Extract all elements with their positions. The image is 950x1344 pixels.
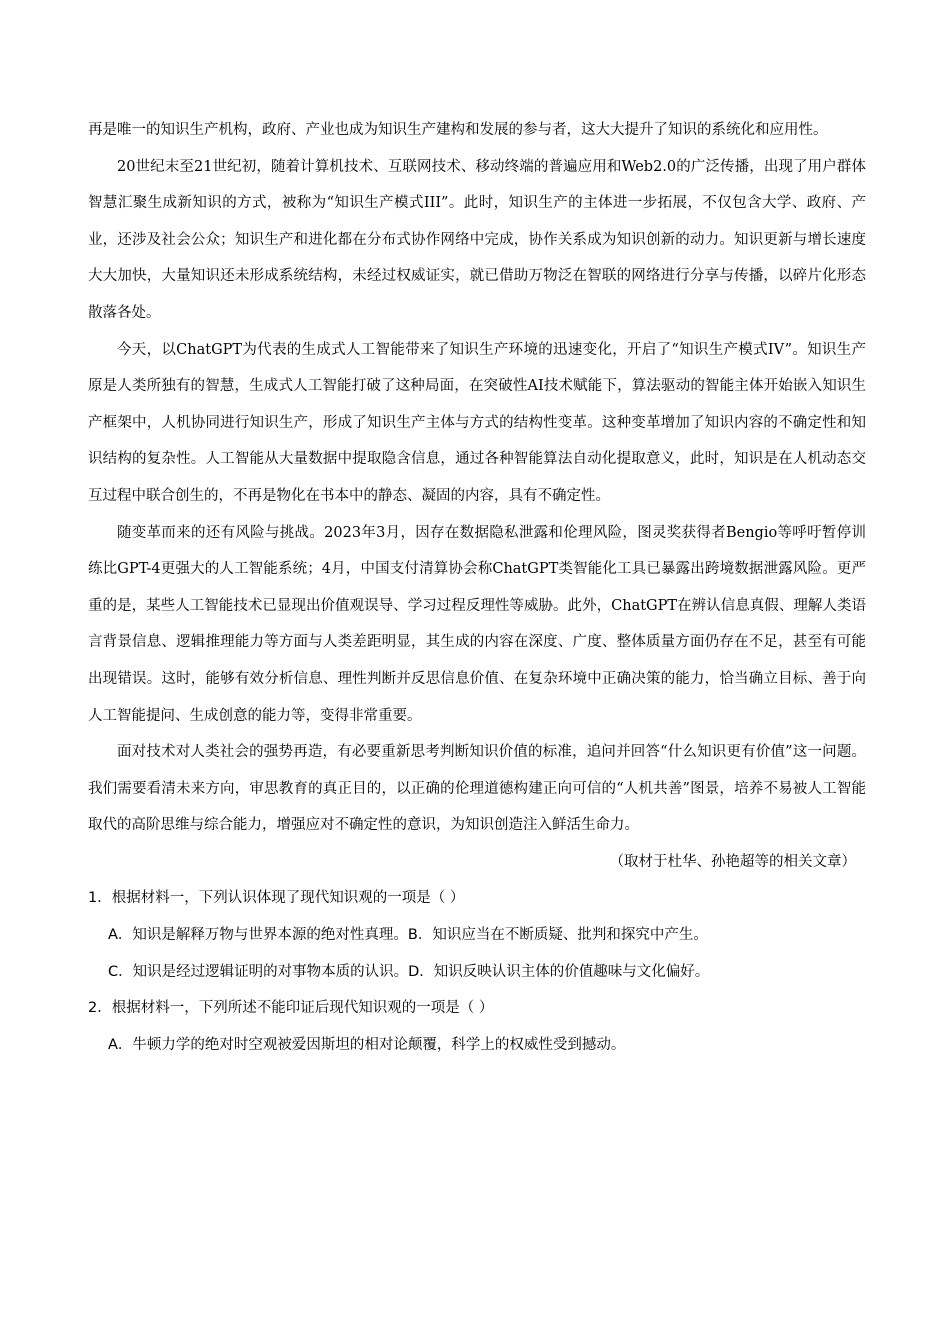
paragraph-rethinking-value: 面对技术对人类社会的强势再造，有必要重新思考判断知识价值的标准，追问并回答“什么知识更有价值”这一问题。我们需要看清未来方向，审思教育的真正目的，以正确的伦理道德构建正向可信的“人机共善”图景，培养不易被人工智能取代的高阶思维与综合能力，增强应对不确定性的意识，为知识创造注入鲜活生命力。 [88, 744, 866, 834]
source-citation: （取材于杜华、孙艳超等的相关文章） [609, 853, 856, 870]
document-page [88, 112, 866, 1063]
question-1-option-c: C．知识是经过逻辑证明的对事物本质的认识。 [108, 963, 409, 980]
question-2-option-a: A．牛顿力学的绝对时空观被爱因斯坦的相对论颠覆，科学上的权威性受到撼动。 [108, 1036, 626, 1053]
question-1-option-b: B．知识应当在不断质疑、批判和探究中产生。 [407, 927, 708, 944]
question-1-stem: 1．根据材料一，下列认识体现了现代知识观的一项是（ ） [88, 890, 465, 907]
paragraph-continued: 再是唯一的知识生产机构，政府、产业也成为知识生产建构和发展的参与者，这大大提升了知识的系统化和应用性。 [88, 122, 828, 138]
paragraph-knowledge-mode-3: 20世纪末至21世纪初，随着计算机技术、互联网技术、移动终端的普遍应用和Web2.0的广泛传播，出现了用户群体智慧汇聚生成新知识的方式，被称为“知识生产模式III”。此时，知识生产的主体进一步拓展，不仅包含大学、政府、产业，还涉及社会公众；知识生产和进化都在分布式协作网络中完成，协作关系成为知识创新的动力。知识更新与增长速度大大加快，大量知识还未形成系统结构，未经过权威证实，就已借助万物泛在智联的网络进行分享与传播，以碎片化形态散落各处。 [88, 158, 866, 321]
paragraph-risks-challenges: 随变革而来的还有风险与挑战。2023年3月，因存在数据隐私泄露和伦理风险，图灵奖获得者Bengio等呼吁暂停训练比GPT-4更强大的人工智能系统；4月，中国支付清算协会称ChatGPT类智能化工具已暴露出跨境数据泄露风险。更严重的是，某些人工智能技术已显现出价值观误导、学习过程反理性等威胁。此外，ChatGPT在辨认信息真假、理解人类语言背景信息、逻辑推理能力等方面与人类差距明显，其生成的内容在深度、广度、整体质量方面仍存在不足，甚至有可能出现错误。这时，能够有效分析信息、理性判断并反思信息价值、在复杂环境中正确决策的能力，恰当确立目标、善于向人工智能提问、生成创意的能力等，变得非常重要。 [88, 524, 866, 724]
question-1-options-row-1 [88, 917, 866, 954]
question-2-stem: 2．根据材料一，下列所述不能印证后现代知识观的一项是（ ） [88, 1000, 494, 1017]
question-1-option-d: D．知识反映认识主体的价值趣味与文化偏好。 [408, 963, 710, 980]
question-1-option-a: A．知识是解释万物与世界本源的绝对性真理。 [108, 927, 408, 944]
question-1-options-row-2 [88, 954, 866, 991]
paragraph-knowledge-mode-4: 今天，以ChatGPT为代表的生成式人工智能带来了知识生产环境的迅速变化，开启了“知识生产模式IV”。知识生产原是人类所独有的智慧，生成式人工智能打破了这种局面，在突破性AI技术赋能下，算法驱动的智能主体开始嵌入知识生产框架中，人机协同进行知识生产，形成了知识生产主体与方式的结构性变革。这种变革增加了知识内容的不确定性和知识结构的复杂性。人工智能从大量数据中提取隐含信息，通过各种智能算法自动化提取意义，此时，知识是在人机动态交互过程中联合创生的，不再是物化在书本中的静态、凝固的内容，具有不确定性。 [88, 341, 866, 504]
